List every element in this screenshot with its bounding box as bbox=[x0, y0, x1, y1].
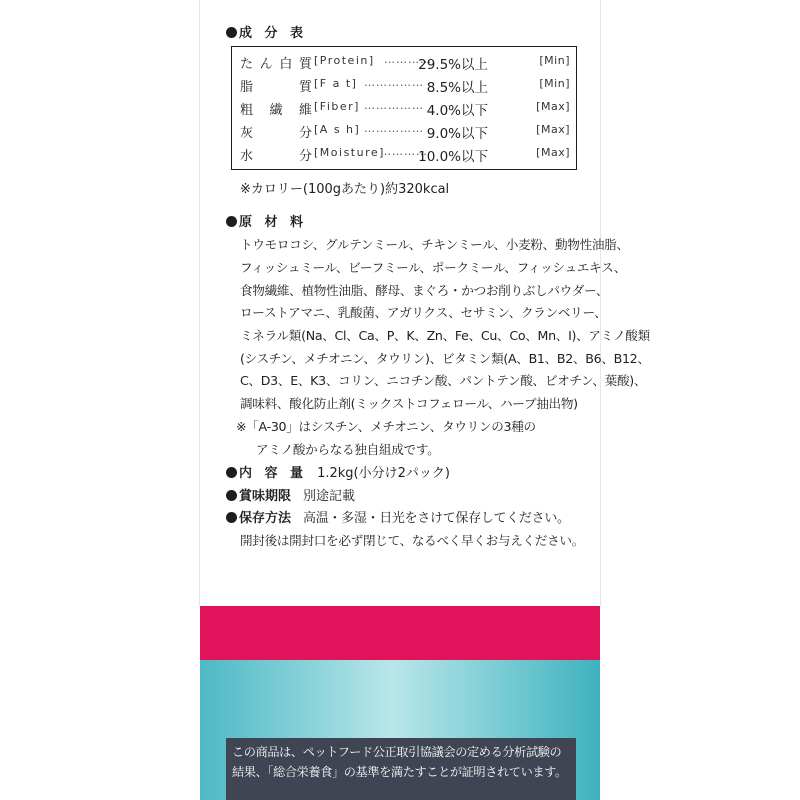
ingredients-line: フィッシュミール、ビーフミール、ポークミール、フィッシュエキス、 bbox=[240, 260, 627, 275]
nutrient-limit: [Min] bbox=[539, 77, 570, 90]
dot-leader: …………… bbox=[364, 99, 424, 112]
notice-line: 結果、「総合栄養食」の基準を満たすことが証明されています。 bbox=[232, 765, 567, 779]
nutrient-label bbox=[240, 122, 312, 141]
ingredients-line: 食物繊維、植物性油脂、酵母、まぐろ・かつお削りぶしパウダー、 bbox=[240, 283, 609, 298]
composition-row bbox=[240, 53, 570, 76]
bullet-icon bbox=[226, 490, 237, 501]
nutrient-label bbox=[240, 76, 312, 95]
nutrient-limit: [Max] bbox=[536, 100, 570, 113]
calorie-note: ※カロリー(100gあたり)約320kcal bbox=[240, 182, 450, 197]
nutrient-label bbox=[240, 53, 312, 72]
nutrient-limit: [Min] bbox=[539, 54, 570, 67]
nutrient-english: [F a t] bbox=[314, 77, 358, 90]
composition-row bbox=[240, 122, 570, 145]
nutrient-english: [Fiber] bbox=[314, 100, 360, 113]
dot-leader: …………… bbox=[364, 76, 424, 89]
nutrient-value: 9.0%以下 bbox=[426, 126, 488, 142]
expiry-row: 賞味期限 別途記載 bbox=[226, 485, 355, 504]
nutrient-limit: [Max] bbox=[536, 146, 570, 159]
nutrient-label-char: 水 bbox=[240, 149, 254, 164]
bullet-icon bbox=[226, 216, 237, 227]
nutrient-english: [Protein] bbox=[314, 54, 375, 67]
nutrient-label-char: 維 bbox=[298, 103, 312, 118]
dot-leader: …………… bbox=[364, 122, 424, 135]
nutrient-label-char: ん bbox=[259, 57, 273, 72]
nutrient-label-char: た bbox=[240, 57, 254, 72]
bullet-icon bbox=[226, 467, 237, 478]
nutrient-english: [Moisture] bbox=[314, 146, 385, 159]
nutrient-label-char: 繊 bbox=[269, 103, 283, 118]
ingredients-line: トウモロコシ、グルテンミール、チキンミール、小麦粉、動物性油脂、 bbox=[240, 237, 629, 252]
panel-edge-left bbox=[199, 0, 200, 606]
content-row: 内 容 量 1.2kg(小分け2パック) bbox=[226, 462, 450, 481]
composition-row bbox=[240, 145, 570, 168]
notice-line: この商品は、ペットフード公正取引協議会の定める分析試験の bbox=[232, 745, 562, 759]
storage-line2: 開封後は開封口を必ず閉じて、なるべく早くお与えください。 bbox=[240, 533, 584, 548]
ingredients-heading: 原 材 料 bbox=[226, 211, 307, 230]
bullet-icon bbox=[226, 27, 237, 38]
storage-row: 保存方法 高温・多湿・日光をさけて保存してください。 bbox=[226, 507, 570, 526]
nutrient-label-char: 質 bbox=[298, 80, 312, 95]
ingredients-line: C、D3、E、K3、コリン、ニコチン酸、パントテン酸、ビオチン、葉酸)、 bbox=[240, 373, 647, 388]
nutrient-label-char: 質 bbox=[298, 57, 312, 72]
nutrient-label-char: 分 bbox=[298, 126, 312, 141]
nutrient-value: 29.5%以上 bbox=[418, 57, 488, 73]
nutrient-english: [A s h] bbox=[314, 123, 361, 136]
ingredients-line: 調味料、酸化防止剤(ミックストコフェロール、ハーブ抽出物) bbox=[240, 396, 578, 411]
composition-table bbox=[231, 46, 577, 170]
pink-band bbox=[200, 606, 600, 660]
nutrient-limit: [Max] bbox=[536, 123, 570, 136]
dot-leader: ………… bbox=[380, 145, 428, 158]
nutrient-label-char: 分 bbox=[298, 149, 312, 164]
nutrient-label-char: 脂 bbox=[240, 80, 254, 95]
ingredients-line: ローストアマニ、乳酸菌、アガリクス、セサミン、クランベリー、 bbox=[240, 305, 607, 320]
ingredients-line: (シスチン、メチオニン、タウリン)、ビタミン類(A、B1、B2、B6、B12、 bbox=[240, 351, 650, 366]
nutrient-value: 10.0%以下 bbox=[418, 149, 488, 165]
dot-leader: ………… bbox=[384, 53, 432, 66]
bullet-icon bbox=[226, 512, 237, 523]
nutrient-label-char: 灰 bbox=[240, 126, 254, 141]
ingredients-note: アミノ酸からなる独自組成です。 bbox=[256, 442, 440, 457]
nutrient-label bbox=[240, 145, 312, 164]
certification-notice bbox=[226, 738, 576, 800]
nutrient-label-char: 粗 bbox=[240, 103, 254, 118]
composition-heading: 成 分 表 bbox=[226, 22, 307, 41]
ingredients-note: ※「A-30」はシスチン、メチオニン、タウリンの3種の bbox=[236, 419, 536, 434]
ingredients-line: ミネラル類(Na、Cl、Ca、P、K、Zn、Fe、Cu、Co、Mn、I)、アミノ酸類 bbox=[240, 328, 650, 343]
composition-row bbox=[240, 76, 570, 99]
nutrient-value: 8.5%以上 bbox=[426, 80, 488, 96]
composition-row bbox=[240, 99, 570, 122]
nutrient-label bbox=[240, 99, 312, 118]
nutrient-value: 4.0%以下 bbox=[426, 103, 488, 119]
nutrient-label-char: 白 bbox=[279, 57, 293, 72]
